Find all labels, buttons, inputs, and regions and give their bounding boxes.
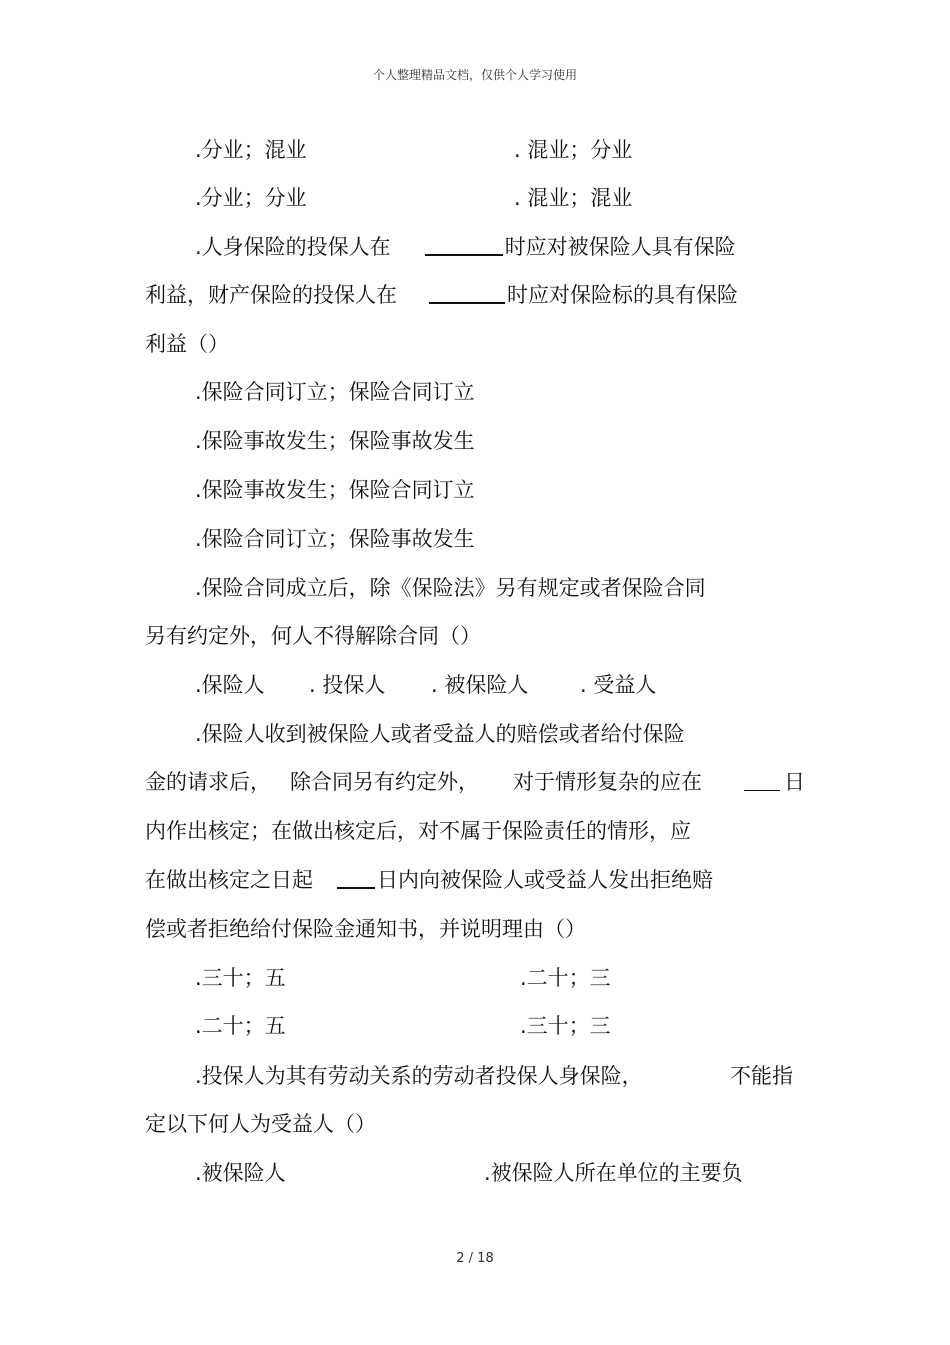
option-b: .二十；三: [520, 966, 611, 990]
question-text-part: .人身保险的投保人在: [195, 235, 391, 259]
option-a: .被保险人: [195, 1161, 286, 1185]
question-text: 定以下何人为受益人（）: [145, 1112, 376, 1136]
question-text: 偿或者拒绝给付保险金通知书，并说明理由（）: [145, 917, 586, 941]
question-text: .投保人为其有劳动关系的劳动者投保人身保险，: [195, 1064, 643, 1088]
option-b: .被保险人所在单位的主要负: [484, 1161, 743, 1185]
option-d: .保险合同订立；保险事故发生: [195, 527, 475, 551]
option-c: .保险事故发生；保险合同订立: [195, 478, 475, 502]
question-text-part: 利益，财产保险的投保人在: [145, 283, 397, 307]
question-text: 利益（）: [145, 332, 229, 356]
question-text-part: 日内向被保险人或受益人发出拒绝赔: [377, 868, 713, 892]
option-a: .保险合同订立；保险合同订立: [195, 380, 475, 404]
option-a: .三十；五: [195, 966, 286, 990]
option-a: .分业；混业: [195, 138, 307, 162]
option-b: . 混业；分业: [514, 138, 633, 162]
option-d: .三十；三: [520, 1014, 611, 1038]
question-text: 对于情形复杂的应在: [513, 770, 702, 794]
option-d: . 混业；混业: [514, 186, 633, 210]
page-header: 个人整理精品文档，仅供个人学习使用: [372, 68, 577, 82]
fill-blank: [429, 280, 505, 304]
question-text-part: 日: [784, 770, 805, 794]
question-text: 除合同另有约定外，: [290, 770, 479, 794]
fill-blank: [337, 865, 375, 889]
option-c: .二十；五: [195, 1014, 286, 1038]
question-text: 金的请求后，: [145, 770, 271, 794]
question-text: [145, 279, 738, 311]
page-number: 2 / 18: [456, 1251, 494, 1266]
fill-blank: [744, 768, 780, 791]
question-text: 不能指: [730, 1064, 793, 1088]
question-text: [195, 231, 736, 263]
option-b: . 投保人: [309, 673, 386, 697]
option-b: .保险事故发生；保险事故发生: [195, 429, 475, 453]
question-text-part: 时应对被保险人具有保险: [504, 235, 736, 259]
question-text-part: 在做出核定之日起: [145, 868, 313, 892]
question-text: .保险合同成立后，除《保险法》另有规定或者保险合同: [195, 576, 706, 600]
question-text: 另有约定外，何人不得解除合同（）: [145, 624, 481, 648]
option-c: . 被保险人: [431, 673, 529, 697]
fill-blank: [425, 232, 503, 256]
option-c: .分业；分业: [195, 186, 307, 210]
question-text: [744, 766, 805, 798]
question-text: 内作出核定；在做出核定后，对不属于保险责任的情形，应: [145, 819, 691, 843]
question-text: .保险人收到被保险人或者受益人的赔偿或者给付保险: [195, 722, 685, 746]
question-text: [145, 864, 713, 896]
option-a: .保险人: [195, 673, 265, 697]
option-d: . 受益人: [580, 673, 657, 697]
question-text-part: 时应对保险标的具有保险: [507, 283, 738, 307]
